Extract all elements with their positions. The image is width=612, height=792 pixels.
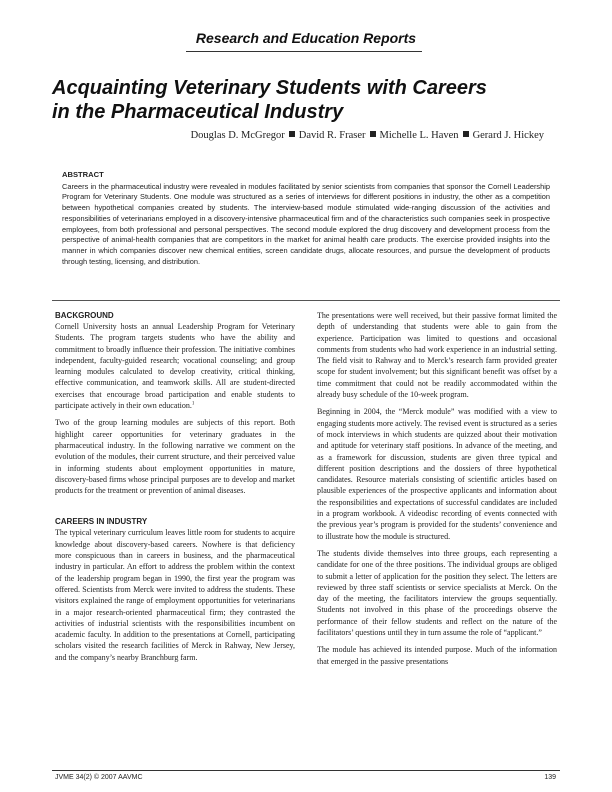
author-name: Douglas D. McGregor	[190, 130, 285, 141]
section-rule	[186, 51, 422, 52]
author-name: Gerard J. Hickey	[472, 130, 544, 141]
page-number: 139	[544, 774, 556, 781]
separator-square-icon	[289, 131, 295, 137]
background-heading: BACKGROUND	[55, 311, 114, 320]
background-paragraph-2: Two of the group learning modules are subjects of this report. Both highlight career opportunities for veterinary graduates in the pharmaceutical industry. In the following narrative we comment on the evolution of the modules, their current structure, and their perceived value in informing students about employment opportunities in mature, discovery-based firms whose principal purposes are to develop and market products for the treatment or prevention of animal diseases.	[55, 418, 295, 496]
reference-marker: 1	[191, 401, 195, 407]
careers-paragraph-1: The typical veterinary curriculum leaves little room for students to acquire knowledge about discovery-based careers. Nowhere is that deficiency more conspicuous than in careers in business, and the pharmaceutical industry in particular. An effort to address the problem within the context of the leadership program began in 1990, the first year the program was offered. Scientists from Merck were invited to address the students. These visitors explained the range of employment opportunities for veterinarians in a major research-oriented pharmaceutical firm; they contrasted the activities of industrial scientists with the responsibilities incumbent on academic faculty. In addition to the presentations at Cornell, participating scholars visited the research facilities of Merck in Rahway, New Jersey, and the company’s nearby Branchburg farm.	[55, 528, 295, 662]
abstract-text: Careers in the pharmaceutical industry were revealed in modules facilitated by senior scientists from companies that sponsor the Cornell Leadership Program for Veterinary Students. One module was structured as a series of interviews for different positions in industry, the other as a competition between hypothetical companies created by students. The interview-based module stimulated wide-ranging discussion of the activities and responsibilities of veterinarians employed in a discovery-intensive pharmaceutical firm and of the characteristics such companies seek in prospective employees, from both professional and personal perspectives. The second module explored the drug discovery and development process from the perspective of animal-health companies that are competitors in the market for animal health care products. The exercise provided insights into the manner in which companies discover new chemical entities, screen candidate drugs, allocate resources, and pursue the development of products through testing, licensing, and distribution.	[62, 181, 550, 266]
body-paragraph: The presentations were well received, but their passive format limited the depth of understanding that students were able to gain from the experience. Participation was limited to questions and occasional comments from students who had work experience in an industrial setting. The field visit to Rahway and to Merck’s research farm provided greater scope for student involvement; but this significant benefit was offset by a time commitment that could not be readily accommodated within the already busy schedule of the 10-week program.	[317, 311, 557, 400]
left-column	[55, 310, 295, 669]
body-paragraph: The module has achieved its intended purpose. Much of the information that emerged in the passive presentations	[317, 645, 557, 666]
author-name: Michelle L. Haven	[379, 130, 459, 141]
background-paragraph-1: Cornell University hosts an annual Leadership Program for Veterinary Students. The program targets students who have the ability and commitment to broadly influence their profession. The initiative combines independent, faculty-guided research; vocational counseling; and group learning modules calculated to develop creativity, critical thinking, effective communication, and teamwork skills. All are student-directed exercises that encourage broad participation and enable students to participate actively in their own education.$^1$	[55, 322, 295, 411]
author-name: David R. Fraser	[298, 130, 366, 141]
body-paragraph: Beginning in 2004, the “Merck module” was modified with a view to engaging students more actively. The revised event is structured as a series of mock interviews in which students are quizzed about their motivation and aptitude for veterinary staff positions. In advance of the meeting, and as a framework for discussion, students are given three typical and different position descriptions and the dossiers of three hypothetical candidates. Resource materials consisting of scientific articles based on plausible experiences of the prospective applicants and information about the responsibilities and expectations of successful candidates are included in a program workbook. A videodisc recording of events connected with the previous year’s program is provided for the students’ convenience and to illustrate how the module is structured.	[317, 407, 557, 541]
journal-citation: JVME 34(2) © 2007 AAVMC	[55, 774, 143, 781]
careers-heading: CAREERS IN INDUSTRY	[55, 517, 148, 527]
separator-square-icon	[463, 131, 469, 137]
section-label: Research and Education Reports	[195, 30, 417, 46]
body-paragraph: The students divide themselves into three groups, each representing a candidate for one of the three positions. The individual groups are obliged to submit a letter of application for the position they select. The letters are reviewed by three staff scientists or service specialists at Merck. On the day of the meeting, the facilitators interview the groups sequentially. Students not involved in this phase of the proceedings observe the performance of their fellow students and reflect on the nature of the facilitators’ questions until they in turn assume the role of “applicant.”	[317, 548, 557, 638]
separator-square-icon	[370, 131, 376, 137]
author-list	[120, 130, 544, 141]
abstract	[62, 170, 550, 267]
abstract-heading: ABSTRACT	[62, 170, 104, 179]
footer-divider	[52, 770, 560, 771]
article-title	[52, 76, 572, 124]
title-line-2: in the Pharmaceutical Industry	[52, 101, 344, 123]
abstract-divider	[52, 300, 560, 301]
title-line-1: Acquainting Veterinary Students with Careers	[52, 77, 487, 99]
right-column	[317, 310, 557, 673]
